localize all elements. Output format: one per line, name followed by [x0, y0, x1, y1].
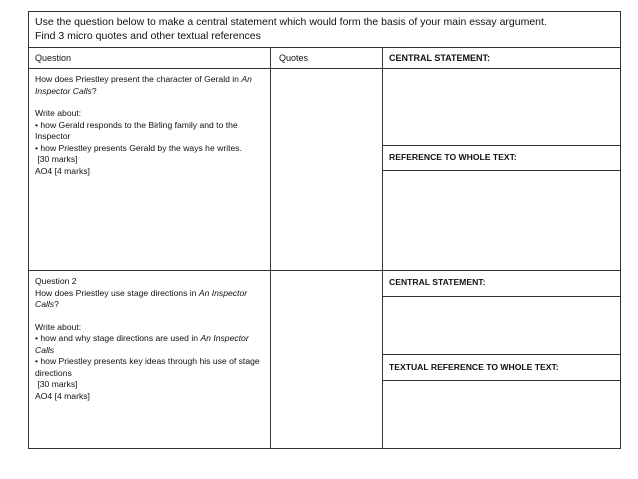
q2-ao4: AO4 [4 marks]: [35, 390, 90, 401]
q1-prompt: How does Priestley present the character of Gerald in An Inspector Calls?: [35, 74, 252, 96]
instructions-line-2: Find 3 micro quotes and other textual references: [35, 30, 261, 42]
q2-central-label: CENTRAL STATEMENT:: [389, 277, 486, 287]
q1-ao4: AO4 [4 marks]: [35, 165, 90, 176]
q2-space-divider: [382, 354, 620, 355]
q2-reference-label: TEXTUAL REFERENCE TO WHOLE TEXT:: [389, 362, 559, 372]
q1-marks: [30 marks]: [35, 154, 78, 164]
q2-marks: [30 marks]: [35, 379, 78, 389]
column-divider-2: [382, 48, 383, 449]
header-question: Question: [35, 53, 72, 63]
q2-write-about: Write about:: [35, 321, 82, 332]
column-divider-1: [270, 48, 271, 449]
header-central-statement: CENTRAL STATEMENT:: [389, 53, 490, 63]
header-quotes: Quotes: [279, 53, 309, 63]
q1-bullet-2: • how Priestley presents Gerald by the ways he writes.: [35, 142, 242, 153]
instructions-block: [29, 12, 620, 48]
instructions-line-1: Use the question below to make a central statement which would form the basis of your main essay argument.: [35, 16, 547, 28]
question-row-divider: [29, 270, 620, 271]
header-row-divider: [29, 68, 620, 69]
q1-bullet-1: • how Gerald responds to the Birling family and to the Inspector: [35, 119, 238, 141]
question-2-cell: [35, 276, 263, 402]
q2-central-divider: [382, 296, 620, 297]
q2-bullet-2: • how Priestley presents key ideas through his use of stage directions: [35, 356, 260, 378]
q2-heading: Question 2: [35, 276, 77, 286]
q1-reference-divider: [382, 170, 620, 171]
q1-write-about: Write about:: [35, 108, 82, 118]
worksheet-table: [28, 11, 621, 449]
q2-reference-divider: [382, 380, 620, 381]
q1-reference-label: REFERENCE TO WHOLE TEXT:: [389, 152, 517, 162]
q2-bullet-1: • how and why stage directions are used in An Inspector Calls: [35, 333, 249, 355]
question-1-cell: [35, 74, 263, 177]
q1-central-divider: [382, 145, 620, 146]
q2-prompt: How does Priestley use stage directions in An Inspector Calls?: [35, 287, 248, 309]
